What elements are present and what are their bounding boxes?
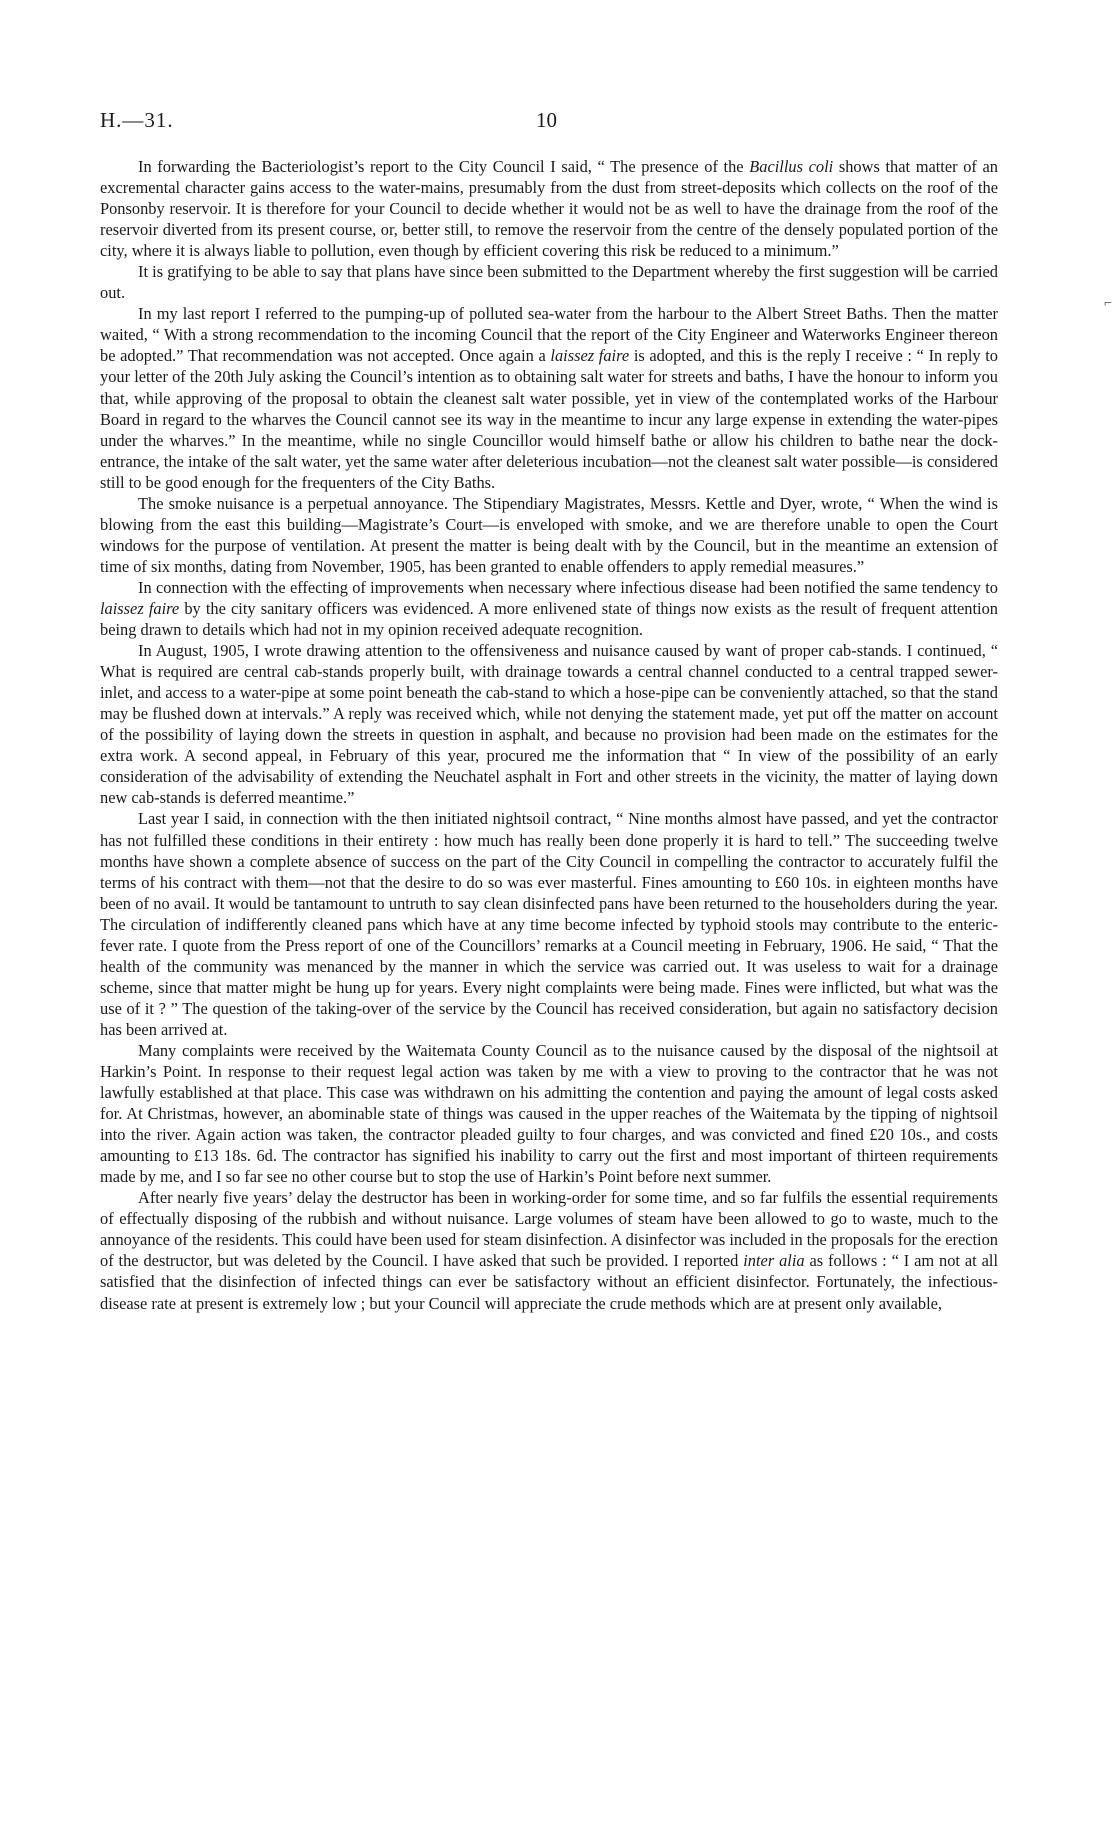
text-run: shows that matter of an excremental character gains access to the water-mains, presumably from the dust from street-deposits which collects on the roof of the Ponsonby reservoir. It is therefore for your Council to decide whether it would not be as well to have the drainage from the roof of the reservoir diverted from its present course, or, better still, to remove the reservoir from the centre of the densely populated portion of the city, where it is always liable to pollution, even though by efficient covering this risk be reduced to a minimum.” — [100, 157, 998, 261]
paragraph — [100, 808, 998, 1040]
text-run: After nearly five years’ delay the destructor has been in working-order for some time, and so far fulfils the essential requirements of effectually disposing of the rubbish and without nuisance. Large volumes of steam have been allowed to go to waste, much to the annoyance of the residents. This could have been used for steam disinfection. A disinfector was included in the proposals for the erection of the destructor, but was deleted by the Council. I have asked that such be provided. I reported — [100, 1188, 998, 1271]
text-run: In connection with the effecting of improvements when necessary where infectious disease had been notified the same tendency to — [138, 577, 998, 597]
text-run: is adopted, and this is the reply I receive : “ In reply to your letter of the 20th July asking the Council’s intention as to obtaining salt water for streets and baths, I have the honour to inform you that, while approving of the proposal to obtain the cleanest salt water possible, yet in view of the contemplated works of the Harbour Board in regard to the wharves the Council cannot see its way in the meantime to incur any large expense in extending the water-pipes under the wharves.” In the meantime, while no single Councillor would himself bathe or allow his children to bathe near the dock-entrance, the intake of the salt water, yet the same water after deleterious incubation—not the cleanest salt water possible—is considered still to be good enough for the frequenters of the City Baths. — [100, 346, 998, 492]
document-reference: H.—31. — [100, 108, 174, 132]
italic-text: Bacillus coli — [749, 157, 834, 176]
page-header — [100, 108, 1000, 138]
paragraph — [100, 577, 998, 640]
text-run: Last year I said, in connection with the then initiated nightsoil contract, “ Nine months almost have passed, and yet the contractor has not fulfilled these conditions in their entirety : how much has really been done properly it is hard to tell.” The succeeding twelve months have shown a complete absence of success on the part of the City Council in compelling the contractor to accurately fulfil the terms of his contract with them—not that the desire to do so was ever masterful. Fines amounting to £60 10s. in eighteen months have been of no avail. It would be tantamount to untruth to say clean disinfected pans have been returned to the householders during the year. The circulation of indifferently cleaned pans which have at any time become infected by typhoid stools may contribute to the enteric-fever rate. I quote from the Press report of one of the Councillors’ remarks at a Council meeting in February, 1906. He said, “ That the health of the community was menanced by the manner in which the service was carried out. It was useless to wait for a drainage scheme, since that matter might be hung up for years. Every night complaints were being made. Fines were inflicted, but what was the use of it ? ” The question of the taking-over of the service by the Council has received consideration, but again no satisfactory decision has been arrived at. — [100, 809, 998, 1039]
paragraph — [100, 640, 998, 808]
body-text — [100, 156, 998, 1314]
italic-text: laissez faire — [550, 346, 630, 366]
text-run: In my last report I referred to the pumping-up of polluted sea-water from the harbour to the Albert Street Baths. Then the matter waited, “ With a strong recommendation to the incoming Council that the report of the City Engineer and Waterworks Engineer thereon be adopted.” That recommendation was not accepted. Once again a — [100, 304, 998, 366]
paragraph — [100, 1187, 998, 1313]
italic-text: laissez faire — [100, 598, 180, 618]
text-run: In forwarding the Bacteriologist’s report to the City Council I said, “ The presence of the — [138, 157, 750, 176]
text-run: by the city sanitary officers was evidenced. A more enlivened state of things now exists as the result of frequent attention being drawn to details which had not in my opinion received adequate recognition. — [100, 598, 998, 640]
text-run: as follows : “ I am not at all satisfied that the disinfection of infected things can ever be satisfactory without an efficient disinfector. Fortunately, the infectious-disease rate at present is extremely low ; but your Council will appreciate the crude methods which are at present only available, — [100, 1251, 998, 1313]
text-run: In August, 1905, I wrote drawing attention to the offensiveness and nuisance caused by want of proper cab-stands. I continued, “ What is required are central cab-stands properly built, with drainage towards a central channel conducted to a central trapped sewer-inlet, and access to a water-pipe at some point beneath the cab-stand to which a hose-pipe can be conveniently attached, so that the stand may be flushed down at intervals.” A reply was received which, while not denying the statement made, yet put off the matter on account of the possibility of laying down the streets in question in asphalt, and because no provision had been made on the estimates for the extra work. A second appeal, in February of this year, procured me the information that “ In view of the possibility of an early consideration of the advisability of extending the Neuchatel asphalt in Fort and other streets in the vicinity, the matter of laying down new cab-stands is deferred meantime.” — [100, 641, 998, 808]
italic-text: inter alia — [743, 1251, 805, 1271]
paragraph — [100, 1040, 998, 1187]
paragraph — [100, 261, 998, 303]
paragraph — [100, 493, 998, 577]
text-run: It is gratifying to be able to say that plans have since been submitted to the Department whereby the first suggestion will be carried out. — [100, 262, 998, 303]
page-number: 10 — [536, 108, 557, 132]
text-run: The smoke nuisance is a perpetual annoyance. The Stipendiary Magistrates, Messrs. Kettle and Dyer, wrote, “ When the wind is blowing from the east this building—Magistrate’s Court—is enveloped with smoke, and we are therefore unable to open the Court windows for the purpose of ventilation. At present the matter is being dealt with by the Council, but in the meantime an extension of time of six months, dating from November, 1905, has been granted to enable offenders to apply remedial measures.” — [100, 493, 998, 576]
paragraph — [100, 156, 998, 261]
paragraph — [100, 303, 998, 492]
text-run: Many complaints were received by the Waitemata County Council as to the nuisance caused by the disposal of the nightsoil at Harkin’s Point. In response to their request legal action was taken by me with a view to proving to the contractor that he was not lawfully established at that place. This case was withdrawn on his admitting the contention and paying the amount of legal costs asked for. At Christmas, however, an abominable state of things was caused in the upper reaches of the Waitemata by the tipping of nightsoil into the river. Again action was taken, the contractor pleaded guilty to four charges, and was convicted and fined £20 10s., and costs amounting to £13 18s. 6d. The contractor has signified his inability to carry out the first and most important of thirteen requirements made by me, and I so far see no other course but to stop the use of Harkin’s Point before next summer. — [100, 1040, 998, 1187]
margin-mark: ⌐ — [1104, 296, 1112, 311]
